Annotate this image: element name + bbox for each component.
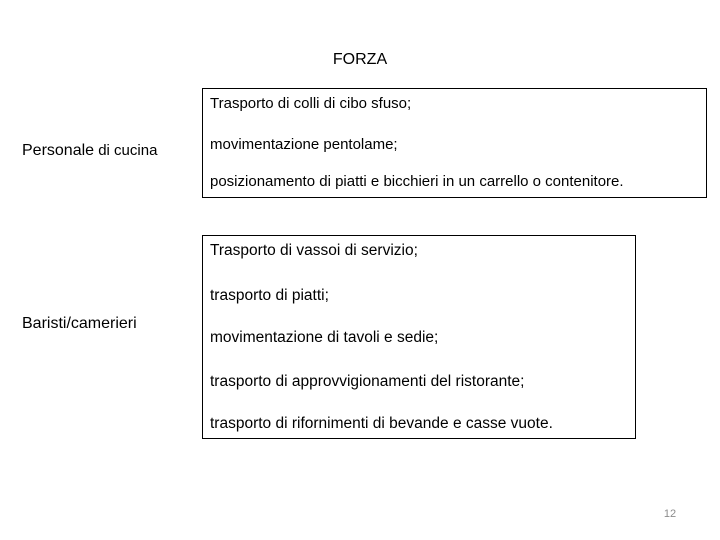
task-item: trasporto di rifornimenti di bevande e casse vuote.	[210, 415, 553, 432]
task-box-bartenders-waiters	[202, 235, 636, 439]
task-box-kitchen-staff	[202, 88, 707, 198]
task-item: movimentazione di tavoli e sedie;	[210, 329, 439, 346]
task-item: movimentazione pentolame;	[210, 136, 398, 153]
role-label-kitchen-staff-main: Personale	[22, 142, 95, 159]
task-item: trasporto di piatti;	[210, 287, 329, 304]
task-item: Trasporto di vassoi di servizio;	[210, 242, 418, 259]
role-label-kitchen-staff-rest: di cucina	[94, 142, 158, 159]
role-label-bartenders-waiters: Baristi/camerieri	[22, 315, 137, 332]
role-label-kitchen-staff	[22, 141, 157, 161]
page-number: 12	[663, 508, 677, 520]
task-item: trasporto di approvvigionamenti del ristorante;	[210, 373, 525, 390]
task-item: Trasporto di colli di cibo sfuso;	[210, 95, 412, 112]
slide-title: FORZA	[332, 51, 388, 68]
task-item: posizionamento di piatti e bicchieri in un carrello o contenitore.	[210, 173, 624, 190]
